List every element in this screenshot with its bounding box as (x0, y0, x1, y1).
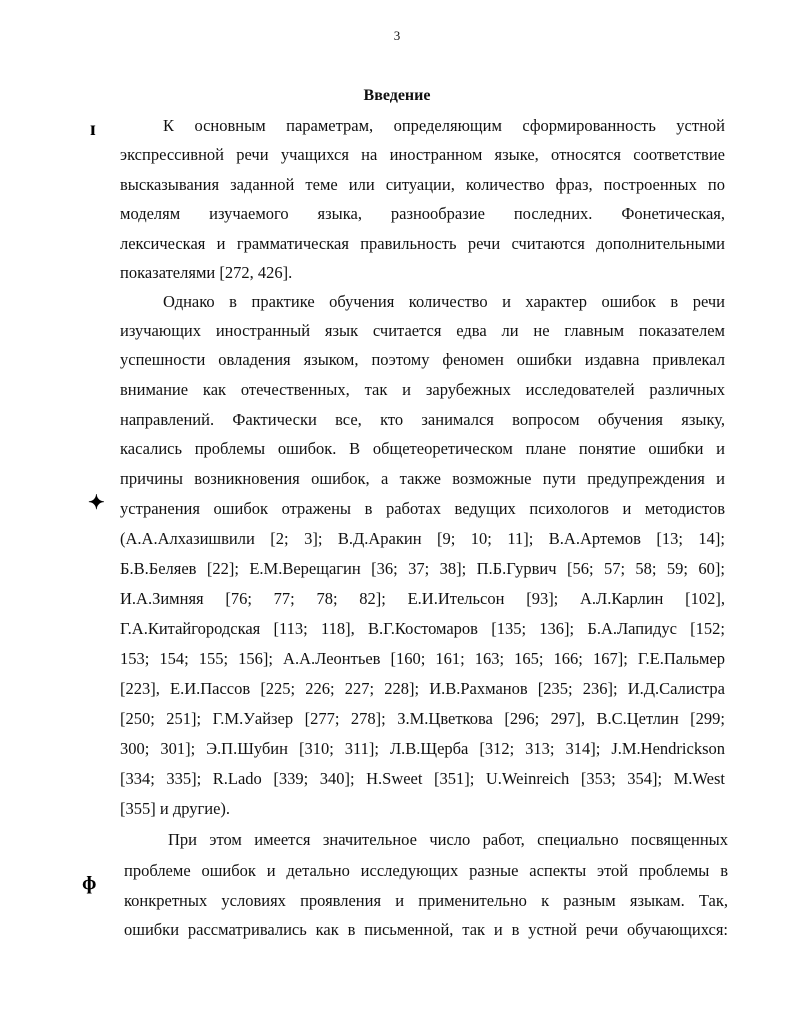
text-line: Однако в практике обучения количество и характер ошибок в речи (163, 292, 725, 311)
margin-mark-2: ✦ (88, 492, 105, 514)
text-line: ошибки рассматривались как в письменной, так и в устной речи обучающихся: (124, 920, 728, 939)
text-line: конкретных условиях проявления и применительно к разным языкам. Так, (124, 891, 728, 910)
text-line: К основным параметрам, определяющим сформированность устной (163, 116, 725, 135)
margin-mark-3: ɸ (82, 872, 97, 894)
text-line: И.А.Зимняя [76; 77; 78; 82]; Е.И.Ительсон [93]; А.Л.Карлин [102], (120, 589, 725, 608)
section-heading: Введение (363, 87, 431, 104)
text-line: моделям изучаемого языка, разнообразие последних. Фонетическая, (120, 204, 725, 223)
text-line: касались проблемы ошибок. В общетеоретическом плане понятие ошибки и (120, 439, 725, 458)
text-line: устранения ошибок отражены в работах ведущих психологов и методистов (120, 499, 725, 518)
text-line: успешности овладения языком, поэтому феномен ошибки издавна привлекал (120, 350, 725, 369)
margin-mark-1: ɪ (90, 118, 96, 140)
text-line: [223], Е.И.Пассов [225; 226; 227; 228]; И.В.Рахманов [235; 236]; И.Д.Салистра (120, 679, 725, 698)
text-line: направлений. Фактически все, кто занимался вопросом обучения языку, (120, 410, 725, 429)
text-line: Б.В.Беляев [22]; Е.М.Верещагин [36; 37; 38]; П.Б.Гурвич [56; 57; 58; 59; 60]; (120, 559, 725, 578)
page-number: 3 (393, 28, 401, 43)
text-line: показателями [272, 426]. (120, 263, 293, 282)
text-line: [334; 335]; R.Lado [339; 340]; H.Sweet [351]; U.Weinreich [353; 354]; M.West (120, 769, 725, 788)
text-line: 300; 301]; Э.П.Шубин [310; 311]; Л.В.Щерба [312; 313; 314]; J.M.Hendrickson (120, 739, 725, 758)
text-line: [355] и другие). (120, 799, 231, 818)
text-line: (А.А.Алхазишвили [2; 3]; В.Д.Аракин [9; 10; 11]; В.А.Артемов [13; 14]; (120, 529, 725, 548)
text-line: высказывания заданной теме или ситуации, количество фраз, построенных по (120, 175, 725, 194)
text-line: изучающих иностранный язык считается едва ли не главным показателем (120, 321, 725, 340)
text-line: 153; 154; 155; 156]; А.А.Леонтьев [160; 161; 163; 165; 166; 167]; Г.Е.Пальмер (120, 649, 725, 668)
text-line: экспрессивной речи учащихся на иностранном языке, относятся соответствие (120, 145, 725, 164)
text-line: лексическая и грамматическая правильность речи считаются дополнительными (120, 234, 725, 253)
text-line: внимание как отечественных, так и зарубежных исследователей различных (120, 380, 725, 399)
text-line: проблеме ошибок и детально исследующих разные аспекты этой проблемы в (124, 861, 728, 880)
text-line: причины возникновения ошибок, а также возможные пути предупреждения и (120, 469, 725, 488)
text-line: Г.А.Китайгородская [113; 118], В.Г.Костомаров [135; 136]; Б.А.Лапидус [152; (120, 619, 725, 638)
text-line: [250; 251]; Г.М.Уайзер [277; 278]; З.М.Цветкова [296; 297], В.С.Цетлин [299; (120, 709, 725, 728)
text-line: При этом имеется значительное число работ, специально посвященных (168, 830, 728, 849)
